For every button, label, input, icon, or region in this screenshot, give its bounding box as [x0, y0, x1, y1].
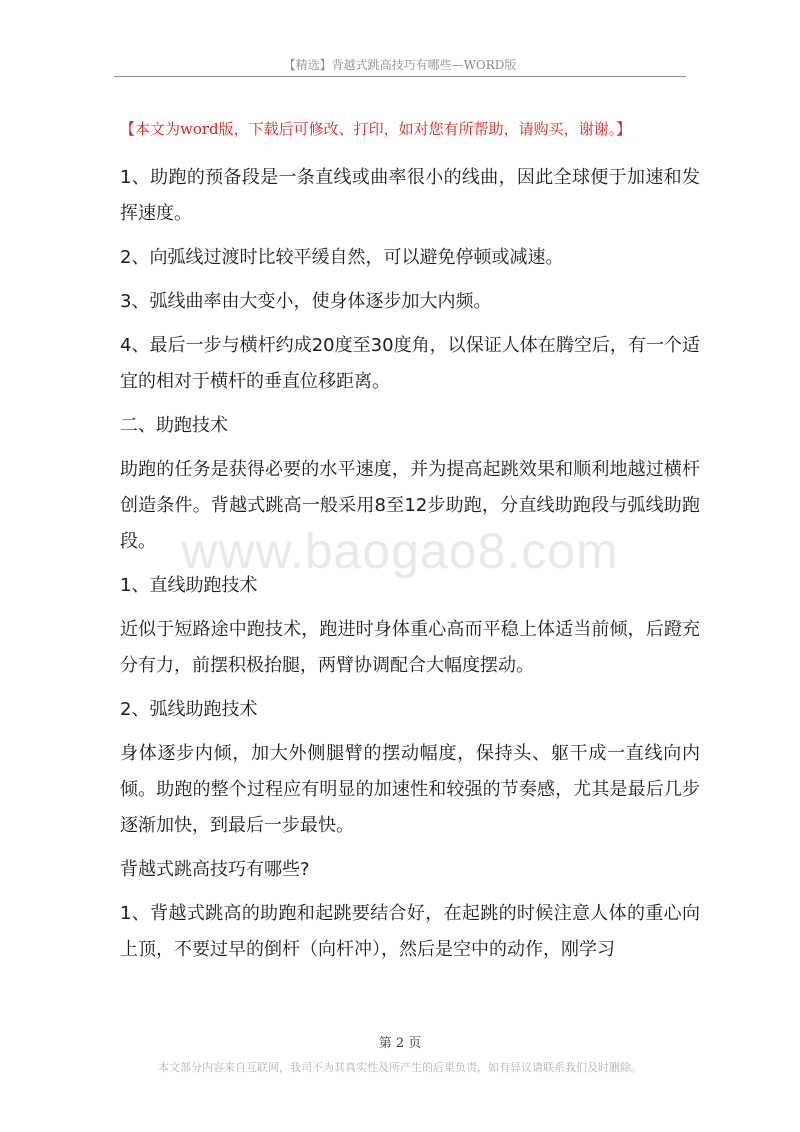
paragraph: 2、向弧线过渡时比较平缓自然，可以避免停顿或减速。 — [120, 247, 564, 268]
running-header: 【精选】背越式跳高技巧有哪些—WORD版 — [283, 58, 517, 72]
paragraph: 4、最后一步与横杆约成20度至30度角，以保证人体在腾空后，有一个适宜的相对于横杆的垂直位移距离。 — [120, 335, 700, 392]
paragraph: 助跑的任务是获得必要的水平速度，并为提高起跳效果和顺利地越过横杆创造条件。背越式跳高一般采用8至12步助跑，分直线助跑段与弧线助跑段。 — [120, 459, 700, 552]
page-number: 第 2 页 — [378, 1036, 422, 1051]
paragraph: 3、弧线曲率由大变小，使身体逐步加大内频。 — [120, 291, 492, 312]
section-heading: 背越式跳高技巧有哪些? — [120, 859, 310, 880]
download-notice: 【本文为word版，下载后可修改、打印，如对您有所帮助，请购买，谢谢。】 — [120, 120, 632, 138]
site-watermark: www.baogao8.com — [181, 523, 619, 579]
subsection-heading: 2、弧线助跑技术 — [120, 699, 258, 720]
header-divider — [114, 76, 686, 77]
paragraph: 1、背越式跳高的助跑和起跳要结合好，在起跳的时候注意人体的重心向上顶，不要过早的倒杆（向杆冲），然后是空中的动作，刚学习 — [120, 903, 700, 960]
subsection-heading: 1、直线助跑技术 — [120, 575, 258, 596]
paragraph: 身体逐步内倾，加大外侧腿臂的摆动幅度，保持头、躯干成一直线向内倾。助跑的整个过程应有明显的加速性和较强的节奏感，尤其是最后几步逐渐加快，到最后一步最快。 — [120, 743, 700, 836]
paragraph: 1、助跑的预备段是一条直线或曲率很小的线曲，因此全球便于加速和发挥速度。 — [120, 167, 700, 224]
paragraph: 近似于短路途中跑技术，跑进时身体重心高而平稳上体适当前倾，后蹬充分有力，前摆积极抬腿，两臂协调配合大幅度摆动。 — [120, 619, 700, 676]
footer-disclaimer: 本文部分内容来自互联网，我司不为其真实性及所产生的后果负责，如有异议请联系我们及时删除。 — [158, 1061, 642, 1074]
section-heading: 二、助跑技术 — [120, 415, 228, 436]
body-text — [120, 160, 700, 976]
